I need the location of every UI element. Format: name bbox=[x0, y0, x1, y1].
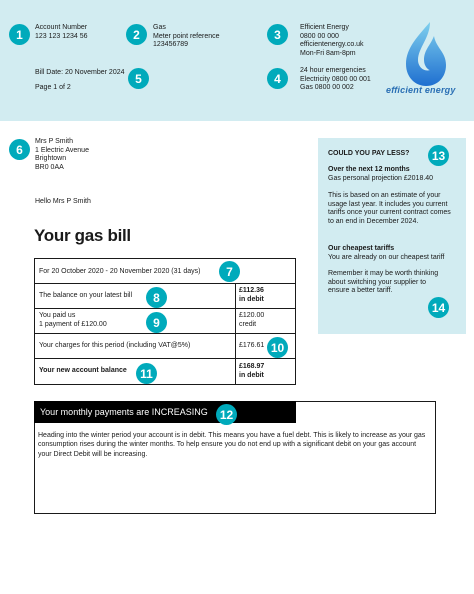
emergency-gas: Gas 0800 00 002 bbox=[300, 84, 354, 92]
row-value-cell bbox=[236, 284, 295, 308]
row-label-cell bbox=[35, 334, 236, 358]
callout-badge-14: 14 bbox=[428, 297, 449, 318]
page-title: Your gas bill bbox=[34, 226, 131, 245]
address-line1: 1 Electric Avenue bbox=[35, 146, 89, 154]
address-name: Mrs P Smith bbox=[35, 138, 73, 145]
row-value-cell bbox=[236, 309, 295, 333]
address-postcode: BR0 0AA bbox=[35, 163, 64, 171]
page-number: Page 1 of 2 bbox=[35, 84, 71, 91]
projection-explanation: This is based on an estimate of your usage last year. It includes you current tariffs once your current contract comes to an end in December 2024. bbox=[328, 192, 451, 225]
callout-badge-4: 4 bbox=[267, 68, 288, 89]
callout-badge-7: 7 bbox=[219, 261, 240, 282]
supplier-phone: 0800 00 000 bbox=[300, 32, 339, 40]
projection-value: Gas personal projection £2018.40 bbox=[328, 174, 434, 182]
row-amount: £176.61 bbox=[239, 341, 265, 349]
row-status: in debit bbox=[239, 296, 264, 303]
row-amount: £112.36 bbox=[239, 287, 264, 295]
account-number-label: Account Number bbox=[35, 24, 88, 31]
row-label: Your new account balance bbox=[39, 367, 127, 375]
callout-badge-1: 1 bbox=[9, 24, 30, 45]
callout-badge-9: 9 bbox=[146, 312, 167, 333]
account-number: 123 123 1234 56 bbox=[35, 32, 88, 40]
billing-period-row bbox=[35, 259, 295, 284]
emergency-electricity: Electricity 0800 00 001 bbox=[300, 75, 371, 83]
row-status: in debit bbox=[239, 371, 264, 379]
logo-wordmark: efficient energy bbox=[386, 85, 456, 95]
callout-badge-10: 10 bbox=[267, 337, 288, 358]
cheapest-title: Our cheapest tariffs bbox=[328, 245, 395, 252]
supplier-name: Efficient Energy bbox=[300, 24, 349, 31]
bill-date: Bill Date: 20 November 2024 bbox=[35, 69, 125, 76]
supplier-website: efficientenergy.co.uk bbox=[300, 41, 364, 49]
callout-badge-13: 13 bbox=[428, 145, 449, 166]
row-label: Your charges for this period (including VAT@5%) bbox=[39, 341, 191, 349]
row-status: credit bbox=[239, 321, 257, 328]
table-row bbox=[35, 334, 295, 359]
supplier-hours: Mon-Fri 8am-8pm bbox=[300, 49, 356, 57]
payments-banner-text: Your monthly payments are INCREASING bbox=[40, 407, 208, 417]
callout-badge-8: 8 bbox=[146, 287, 167, 308]
cheapest-text: You are already on our cheapest tariff bbox=[328, 253, 445, 261]
row-amount: £120.00 bbox=[239, 312, 265, 320]
callout-badge-6: 6 bbox=[9, 139, 30, 160]
address-line2: Brightown bbox=[35, 155, 67, 163]
callout-badge-11: 11 bbox=[136, 363, 157, 384]
row-label: The balance on your latest bill bbox=[39, 291, 132, 299]
greeting: Hello Mrs P Smith bbox=[35, 198, 91, 205]
switch-reminder: Remember it may be worth thinking about switching your supplier to ensure a better tariff. bbox=[328, 270, 439, 295]
meter-point-label: Meter point reference bbox=[153, 32, 220, 40]
billing-period: For 20 October 2020 - 20 November 2020 (31 days) bbox=[39, 267, 201, 275]
gas-label: Gas bbox=[153, 24, 166, 31]
callout-badge-12: 12 bbox=[216, 404, 237, 425]
row-sublabel: 1 payment of £120.00 bbox=[39, 321, 107, 328]
projection-title: Over the next 12 months bbox=[328, 166, 410, 173]
row-label: You paid us bbox=[39, 312, 76, 320]
meter-point-number: 123456789 bbox=[153, 41, 189, 49]
row-label-cell bbox=[35, 309, 236, 333]
monthly-payments-banner bbox=[34, 401, 296, 423]
row-value-cell bbox=[236, 359, 295, 384]
sidebox-question: COULD YOU PAY LESS? bbox=[328, 150, 410, 157]
callout-badge-5: 5 bbox=[128, 68, 149, 89]
callout-badge-2: 2 bbox=[126, 24, 147, 45]
table-row bbox=[35, 359, 295, 384]
row-amount: £168.97 bbox=[239, 362, 265, 370]
row-label-cell bbox=[35, 284, 236, 308]
callout-badge-3: 3 bbox=[267, 24, 288, 45]
emergency-title: 24 hour emergencies bbox=[300, 67, 366, 74]
payments-explanation: Heading into the winter period your account is in debit. This means you have a fuel debt. This is likely to increase as your gas consumption rises during the winter months. To help ensure you do not end up with a significant debit on your gas account your Direct Debit will be increasing. bbox=[38, 432, 426, 458]
